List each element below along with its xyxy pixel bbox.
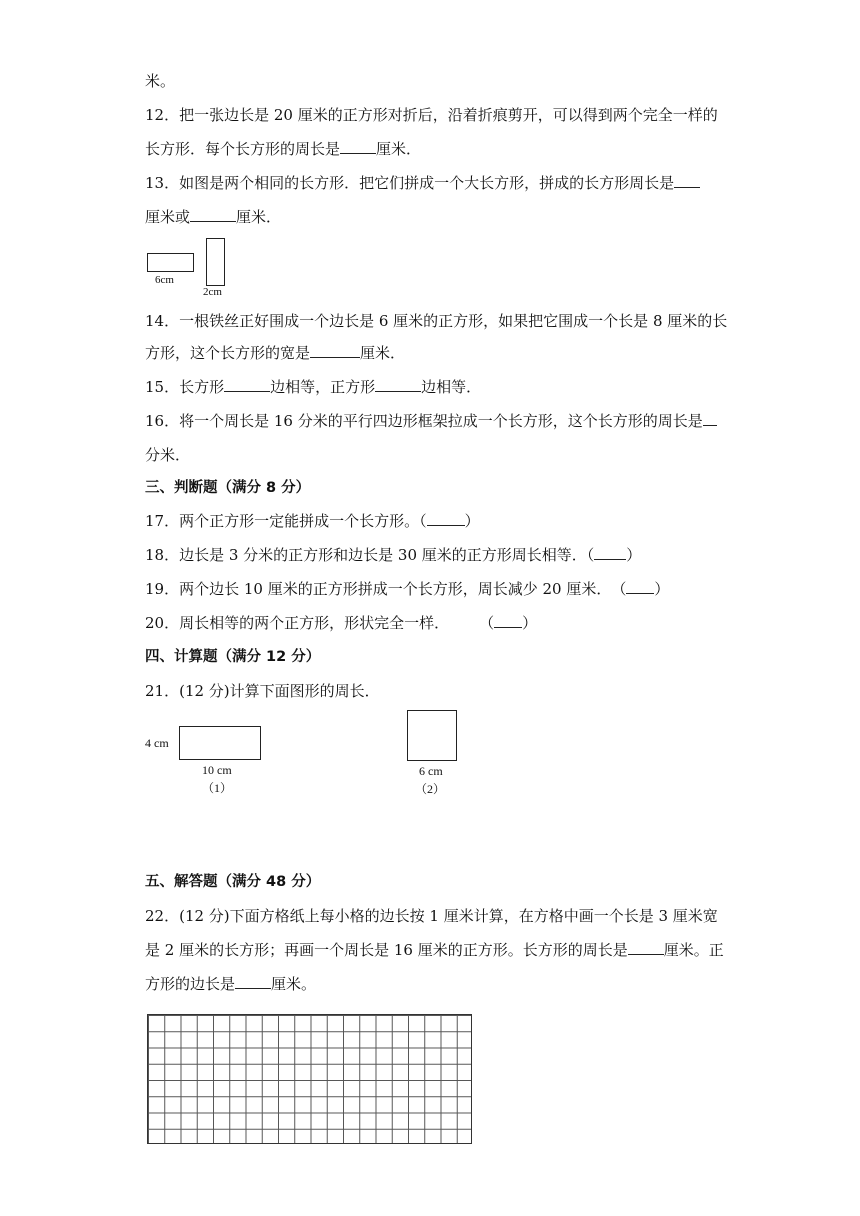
square-6 <box>407 710 457 761</box>
section-5-heading: 五、解答题（满分 48 分） <box>145 874 321 890</box>
question-20: 20．周长相等的两个正方形，形状完全一样． （ ） <box>145 614 538 632</box>
rectangle-10x4 <box>179 726 261 760</box>
answer-blank[interactable] <box>310 343 360 358</box>
caption-2: （2） <box>415 782 446 796</box>
answer-blank[interactable] <box>235 974 271 989</box>
question-15: 15．长方形 边相等，正方形 边相等． <box>145 378 482 396</box>
question-18: 18．边长是 3 分米的正方形和边长是 30 厘米的正方形周长相等．（ ） <box>145 546 642 564</box>
horizontal-rectangle <box>147 253 194 272</box>
label-6cm: 6cm <box>155 274 174 286</box>
question-17: 17．两个正方形一定能拼成一个长方形。（ ） <box>145 512 480 530</box>
label-10cm: 10 cm <box>202 763 232 777</box>
label-2cm: 2cm <box>203 286 222 298</box>
section-4-heading: 四、计算题（满分 12 分） <box>145 649 321 665</box>
answer-blank[interactable] <box>427 511 465 526</box>
figure-two-rectangles <box>145 236 245 302</box>
label-6cm: 6 cm <box>419 764 443 778</box>
answer-blank[interactable] <box>224 377 270 392</box>
caption-1: （1） <box>202 781 233 795</box>
answer-blank[interactable] <box>494 613 522 628</box>
vertical-rectangle <box>206 238 225 286</box>
line-continuation: 米。 <box>145 72 176 90</box>
answer-blank[interactable] <box>674 173 700 188</box>
section-3-heading: 三、判断题（满分 8 分） <box>145 480 311 496</box>
square-grid-paper[interactable] <box>147 1014 472 1144</box>
question-21: 21．(12 分)计算下面图形的周长． <box>145 682 380 700</box>
answer-blank[interactable] <box>626 579 654 594</box>
answer-blank[interactable] <box>594 545 626 560</box>
answer-blank[interactable] <box>703 411 717 426</box>
label-4cm: 4 cm <box>145 736 169 750</box>
answer-blank[interactable] <box>190 207 236 222</box>
figure-square-2 <box>400 705 470 800</box>
question-19: 19．两个边长 10 厘米的正方形拼成一个长方形，周长减少 20 厘米． （ ） <box>145 580 670 598</box>
answer-blank[interactable] <box>375 377 421 392</box>
answer-blank[interactable] <box>628 940 664 955</box>
answer-blank[interactable] <box>340 139 376 154</box>
figure-rectangle-1 <box>140 720 280 800</box>
